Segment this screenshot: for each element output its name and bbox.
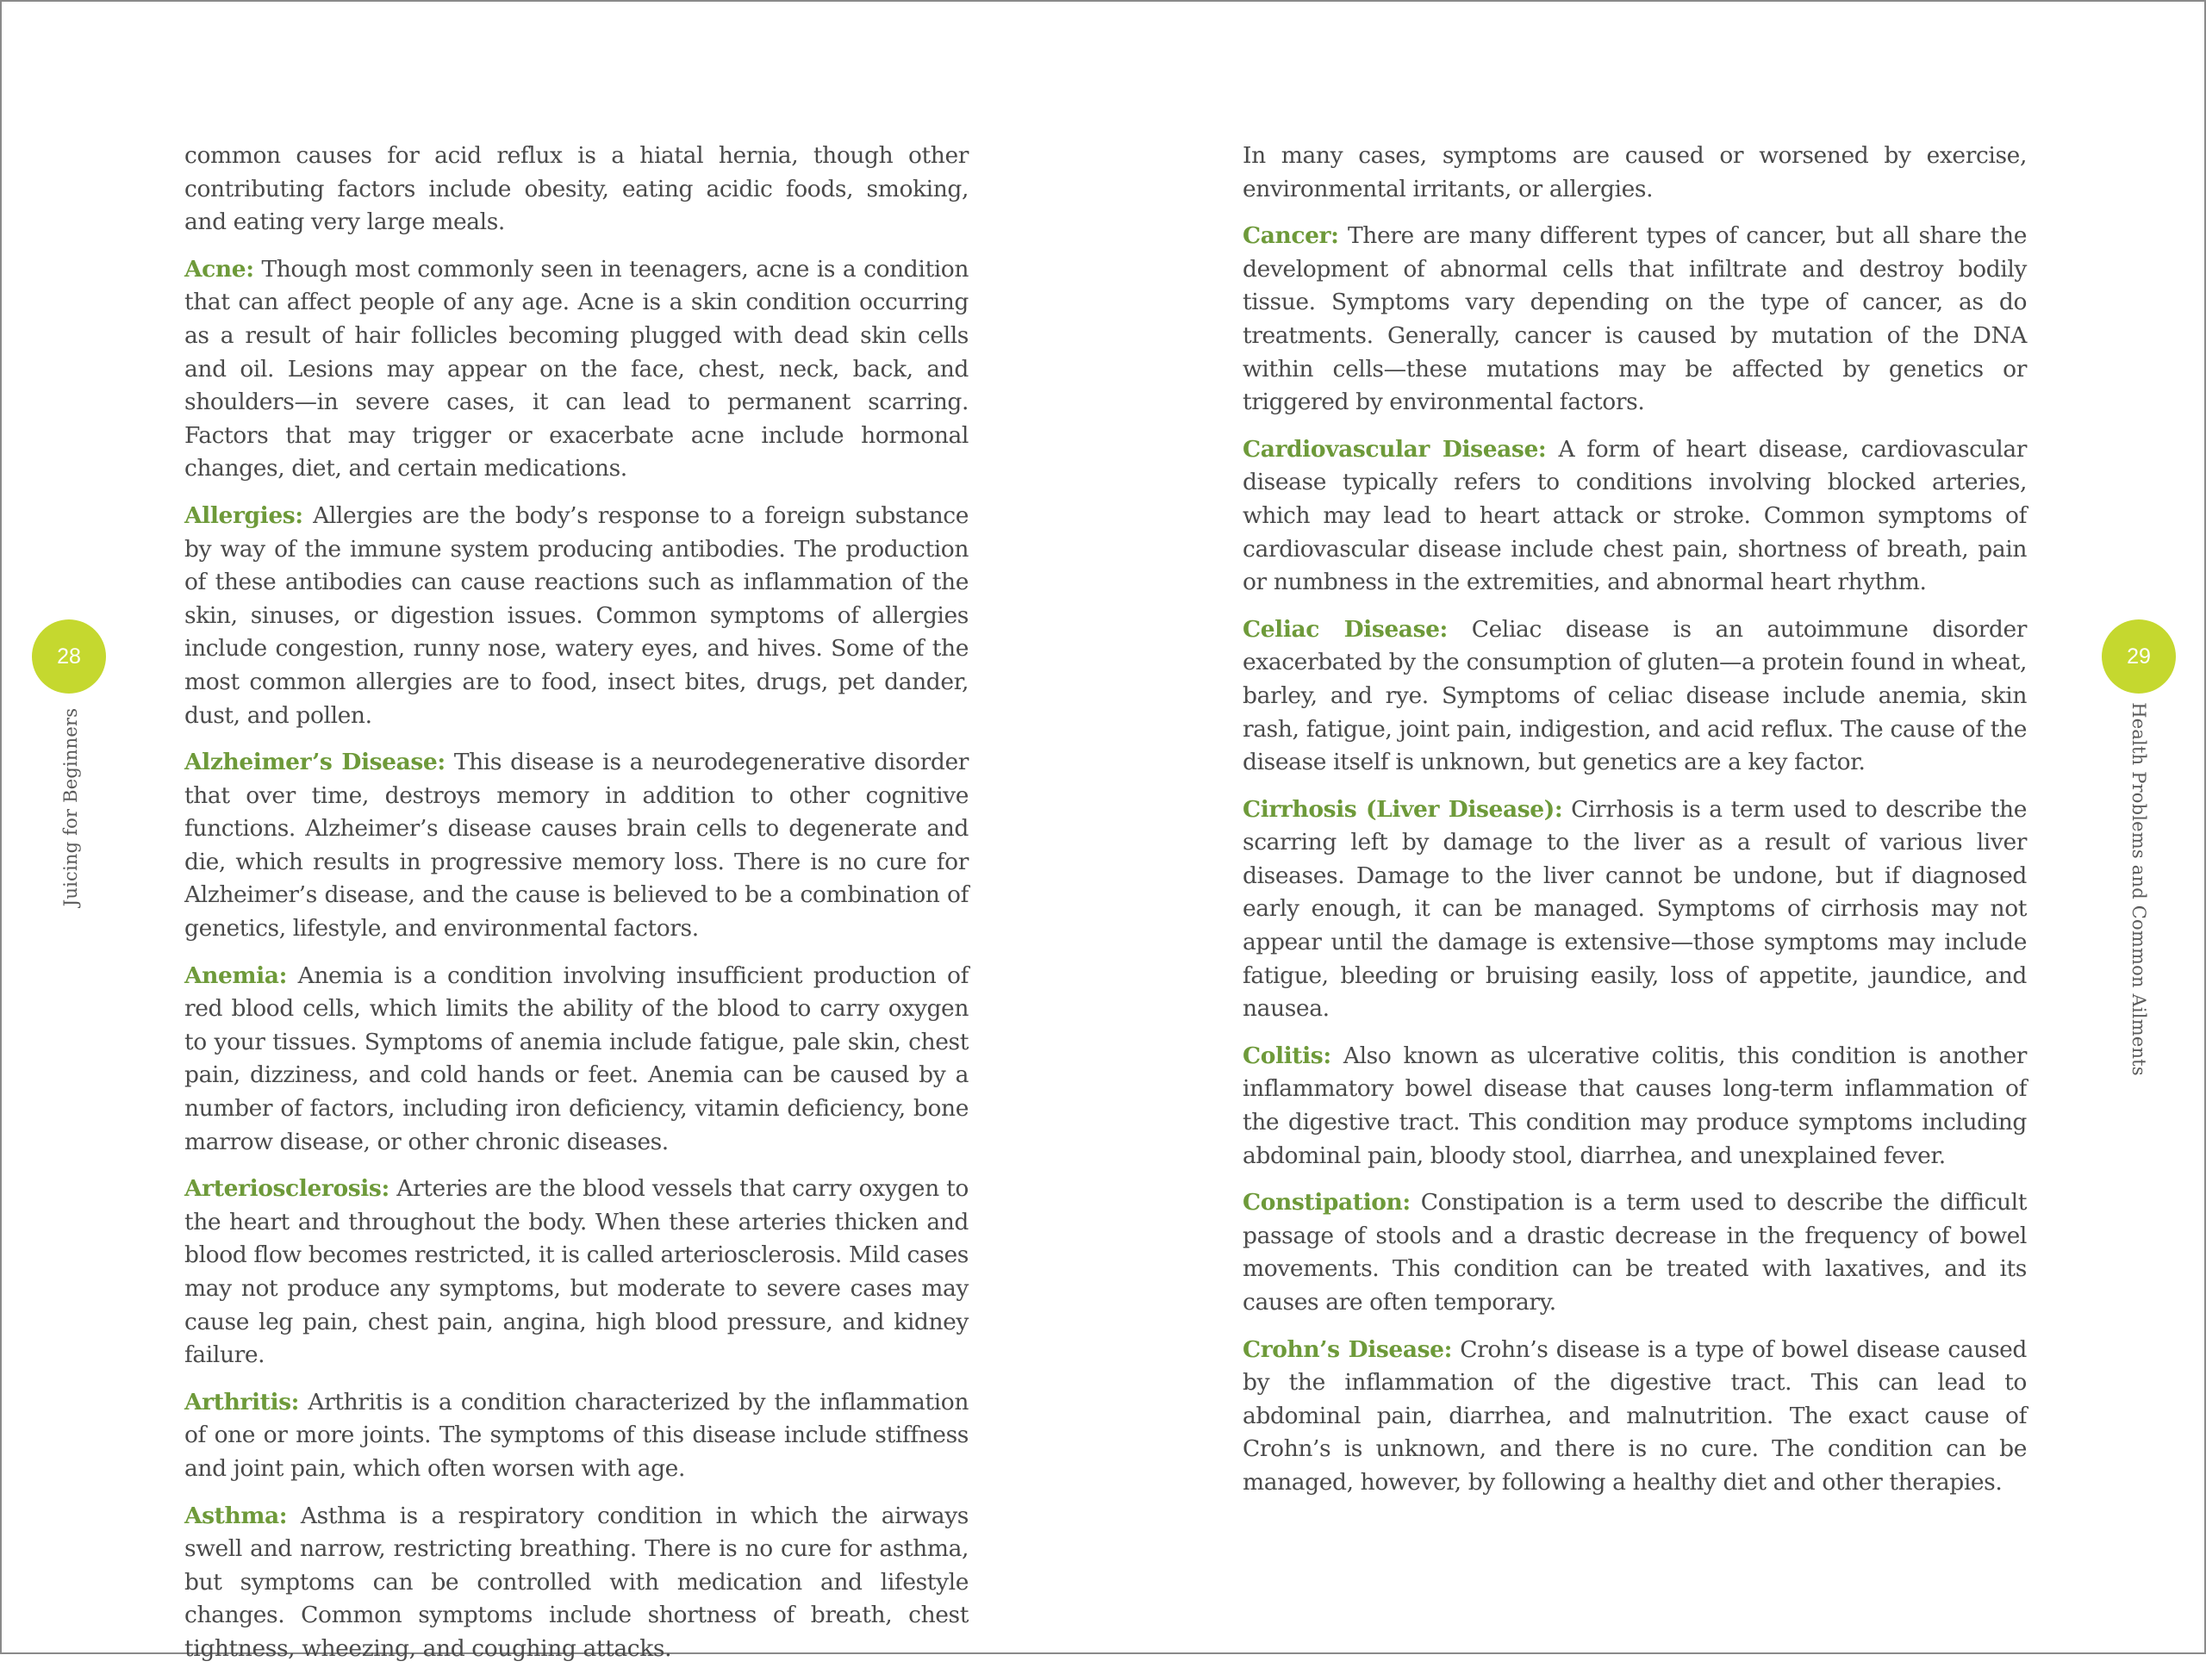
entry-text: Also known as ulcerative colitis, this condition is another inflammatory bowel disease that causes long-term inflammation of the digestive tract. This condition may produce symptoms including abdominal pain, bloody stool, diarrhea, and unexplained fever. xyxy=(1243,1042,2028,1169)
entry-text: Celiac disease is an autoimmune disorder exacerbated by the consumption of gluten—a protein found in wheat, barley, and rye. Symptoms of celiac disease include anemia, skin rash, fatigue, joint pain, indigestion, and acid reflux. The cause of the disease itself is unknown, but genetics are a key factor. xyxy=(1243,615,2027,776)
entry-text: Arthritis is a condition characterized by the inflammation of one or more joints. The symptoms of this disease include stiffness and joint pain, which often worsen with age. xyxy=(184,1388,969,1482)
entry-alzheimers xyxy=(184,746,969,946)
page-number-right: 29 xyxy=(2127,644,2151,669)
entry-text: Arteries are the blood vessels that carry oxygen to the heart and throughout the body. When these arteries thicken and blood flow becomes restricted, it is called arteriosclerosis. Mild cases may not produce any symptoms, but moderate to severe cases may cause leg pain, chest pain, angina, high blood pressure, and kidney failure. xyxy=(184,1175,969,1369)
entry-term: Celiac Disease: xyxy=(1243,615,1448,643)
entry-text: Though most commonly seen in teenagers, acne is a condition that can affect people of any age. Acne is a skin condition occurring as a result of hair follicles becoming plugged with dead skin cells and oil. Lesions may appear on the face, chest, neck, back, and shoulders—in severe cases, it can lead to permanent scarring. Factors that may trigger or exacerbate acne include hormonal changes, diet, and certain medications. xyxy=(184,255,969,482)
entry-term: Cardiovascular Disease: xyxy=(1243,435,1547,463)
entry-text: There are many different types of cancer, but all share the development of abnormal cells that infiltrate and destroy bodily tissue. Symptoms vary depending on the type of cancer, as do treatments. Generally, cancer is caused by mutation of the DNA within cells—these mutations may be affected by genetics or triggered by environmental factors. xyxy=(1243,222,2028,416)
right-page-body xyxy=(1243,140,2027,1514)
entry-term: Asthma: xyxy=(184,1502,288,1529)
entry-term: Constipation: xyxy=(1243,1189,1411,1216)
page-number-left: 28 xyxy=(57,644,81,669)
entry-term: Alzheimer’s Disease: xyxy=(184,749,446,776)
entry-text: A form of heart disease, cardiovascular disease typically refers to conditions involving blocked arteries, which may lead to heart attack or stroke. Common symptoms of cardiovascular disease include chest pain, shortness of breath, pain or numbness in the extremities, and abnormal heart rhythm. xyxy=(1243,435,2027,596)
page-number-badge-right xyxy=(2102,619,2176,694)
entry-acne xyxy=(184,253,969,486)
paragraph-continued xyxy=(1243,140,2027,206)
entry-text: Constipation is a term used to describe the difficult passage of stools and a drastic decrease in the frequency of bowel movements. This condition can be treated with laxatives, and its causes are often temporary. xyxy=(1243,1189,2027,1316)
entry-constipation xyxy=(1243,1186,2027,1319)
entry-term: Arteriosclerosis: xyxy=(184,1175,389,1203)
entry-arteriosclerosis xyxy=(184,1173,969,1372)
entry-text: Asthma is a respiratory condition in which the airways swell and narrow, restricting breathing. There is no cure for asthma, but symptoms can be controlled with medication and lifestyle changes. Common symptoms include shortness of breath, chest tightness, wheezing, and coughing attacks. xyxy=(184,1502,969,1662)
entry-cirrhosis xyxy=(1243,793,2027,1026)
entry-term: Anemia: xyxy=(184,961,287,989)
entry-arthritis xyxy=(184,1386,969,1486)
left-page-body xyxy=(184,140,969,1680)
entry-text: Cirrhosis is a term used to describe the scarring left by damage to the liver as a result of various liver diseases. Damage to the liver cannot be undone, but if diagnosed early enough, it can be managed. Symptoms of cirrhosis may not appear until the damage is extensive—those symptoms may include fatigue, bleeding or bruising easily, loss of appetite, jaundice, and nausea. xyxy=(1243,795,2027,1023)
entry-term: Allergies: xyxy=(184,501,303,529)
entry-text: Anemia is a condition involving insufficient production of red blood cells, which limits the ability of the blood to carry oxygen to your tissues. Symptoms of anemia include fatigue, pale skin, chest pain, dizziness, and cold hands or feet. Anemia can be caused by a number of factors, including iron deficiency, vitamin deficiency, bone marrow disease, or other chronic diseases. xyxy=(184,961,969,1155)
entry-text: Crohn’s disease is a type of bowel disease caused by the inflammation of the digestive tract. This can lead to abdominal pain, diarrhea, and malnutrition. The exact cause of Crohn’s is unknown, and there is no cure. The condition can be managed, however, by following a healthy diet and other therapies. xyxy=(1243,1335,2027,1496)
entry-anemia xyxy=(184,960,969,1160)
entry-cancer xyxy=(1243,220,2027,420)
paragraph-continued xyxy=(184,140,969,240)
paragraph-text: common causes for acid reflux is a hiatal hernia, though other contributing factors include obesity, eating acidic foods, smoking, and eating very large meals. xyxy=(184,142,969,236)
entry-term: Cancer: xyxy=(1243,222,1339,250)
page-number-badge-left xyxy=(32,619,106,694)
entry-crohns-disease xyxy=(1243,1334,2027,1500)
entry-term: Arthritis: xyxy=(184,1388,300,1416)
running-head-left: Juicing for Beginners xyxy=(60,707,81,907)
entry-allergies xyxy=(184,500,969,732)
entry-colitis xyxy=(1243,1040,2027,1173)
paragraph-text: In many cases, symptoms are caused or worsened by exercise, environmental irritants, or allergies. xyxy=(1243,142,2027,202)
entry-text: This disease is a neurodegenerative disorder that over time, destroys memory in addition to other cognitive functions. Alzheimer’s disease causes brain cells to degenerate and die, which results in progressive memory loss. There is no cure for Alzheimer’s disease, and the cause is believed to be a combination of genetics, lifestyle, and environmental factors. xyxy=(184,749,969,943)
entry-term: Acne: xyxy=(184,255,254,283)
entry-term: Crohn’s Disease: xyxy=(1243,1335,1453,1363)
entry-cardiovascular-disease xyxy=(1243,433,2027,600)
entry-term: Colitis: xyxy=(1243,1042,1331,1069)
entry-term: Cirrhosis (Liver Disease): xyxy=(1243,795,1563,823)
entry-text: Allergies are the body’s response to a foreign substance by way of the immune system producing antibodies. The production of these antibodies can cause reactions such as inflammation of the skin, sinuses, or digestion issues. Common symptoms of allergies include congestion, runny nose, watery eyes, and hives. Some of the most common allergies are to food, insect bites, drugs, pet dander, dust, and pollen. xyxy=(184,501,969,729)
running-head-right: Health Problems and Common Ailments xyxy=(2128,702,2149,1076)
entry-celiac-disease xyxy=(1243,613,2027,780)
entry-asthma xyxy=(184,1500,969,1666)
